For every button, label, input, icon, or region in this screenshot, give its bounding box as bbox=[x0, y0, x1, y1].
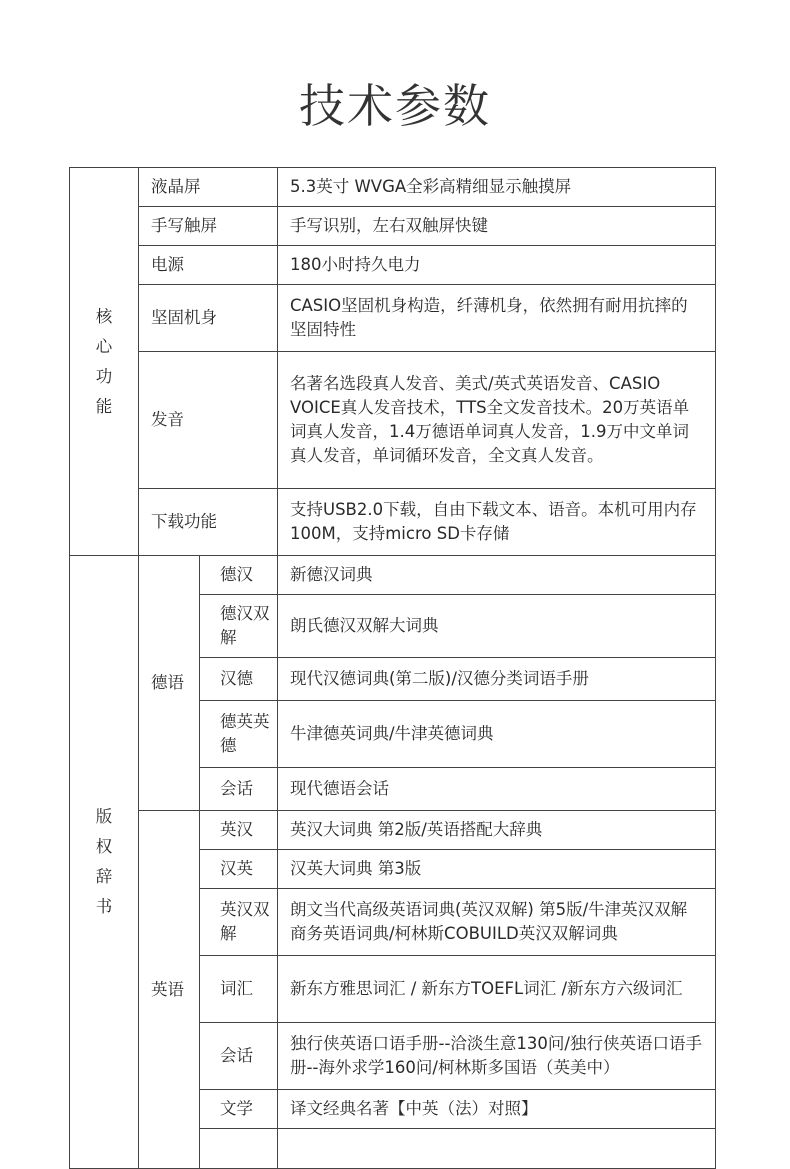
row-value: 译文经典名著【中英（法）对照】 bbox=[278, 1090, 716, 1129]
row-label: 会话 bbox=[200, 768, 278, 811]
row-value: 汉英大词典 第3版 bbox=[278, 850, 716, 889]
lang-english: 英语 bbox=[139, 811, 200, 1169]
row-label: 英汉双解 bbox=[200, 889, 278, 956]
row-value: 朗氏德汉双解大词典 bbox=[278, 595, 716, 658]
row-value: CASIO坚固机身构造，纤薄机身，依然拥有耐用抗摔的坚固特性 bbox=[278, 285, 716, 352]
row-label: 德汉 bbox=[200, 556, 278, 595]
row-label: 英汉 bbox=[200, 811, 278, 850]
table-row bbox=[70, 246, 716, 285]
row-label: 会话 bbox=[200, 1023, 278, 1090]
row-value: 现代汉德词典(第二版)/汉德分类词语手册 bbox=[278, 658, 716, 701]
row-label: 下载功能 bbox=[139, 489, 278, 556]
table-row bbox=[70, 556, 716, 595]
table-row bbox=[70, 811, 716, 850]
table-row bbox=[70, 489, 716, 556]
row-value: 180小时持久电力 bbox=[278, 246, 716, 285]
row-value: 朗文当代高级英语词典(英汉双解) 第5版/牛津英汉双解商务英语词典/柯林斯COBUILD英汉双解词典 bbox=[278, 889, 716, 956]
table-row bbox=[70, 285, 716, 352]
page-title: 技术参数 bbox=[299, 79, 491, 133]
row-label: 词汇 bbox=[200, 956, 278, 1023]
row-label: 液晶屏 bbox=[139, 168, 278, 207]
table-row bbox=[70, 207, 716, 246]
row-label: 德英英德 bbox=[200, 701, 278, 768]
row-value: 手写识别，左右双触屏快键 bbox=[278, 207, 716, 246]
row-label: 汉德 bbox=[200, 658, 278, 701]
row-label: 德汉双解 bbox=[200, 595, 278, 658]
row-value: 新德汉词典 bbox=[278, 556, 716, 595]
row-label: 电源 bbox=[139, 246, 278, 285]
row-label: 坚固机身 bbox=[139, 285, 278, 352]
row-value: 名著名选段真人发音、美式/英式英语发音、CASIO VOICE真人发音技术，TTS全文发音技术。20万英语单词真人发音，1.4万德语单词真人发音，1.9万中文单词真人发音，单词循环发音，全文真人发音。 bbox=[278, 352, 716, 489]
row-value: 5.3英寸 WVGA全彩高精细显示触摸屏 bbox=[278, 168, 716, 207]
lang-german: 德语 bbox=[139, 556, 200, 811]
row-value: 支持USB2.0下载，自由下载文本、语音。本机可用内存100M，支持micro SD卡存储 bbox=[278, 489, 716, 556]
row-label: 手写触屏 bbox=[139, 207, 278, 246]
row-label: 汉英 bbox=[200, 850, 278, 889]
row-label: 发音 bbox=[139, 352, 278, 489]
row-label: 文学 bbox=[200, 1090, 278, 1129]
group-dict: 版权辞书 bbox=[70, 556, 139, 1169]
row-value: 牛津德英词典/牛津英德词典 bbox=[278, 701, 716, 768]
row-value: 独行侠英语口语手册--洽淡生意130问/独行侠英语口语手册--海外求学160问/柯林斯多国语（英美中） bbox=[278, 1023, 716, 1090]
row-value: 现代德语会话 bbox=[278, 768, 716, 811]
group-core: 核心功能 bbox=[70, 168, 139, 556]
row-value: 英汉大词典 第2版/英语搭配大辞典 bbox=[278, 811, 716, 850]
table-row bbox=[70, 168, 716, 207]
spec-table bbox=[69, 167, 716, 1169]
table-row bbox=[70, 352, 716, 489]
row-value: 新东方雅思词汇 / 新东方TOEFL词汇 /新东方六级词汇 bbox=[278, 956, 716, 1023]
